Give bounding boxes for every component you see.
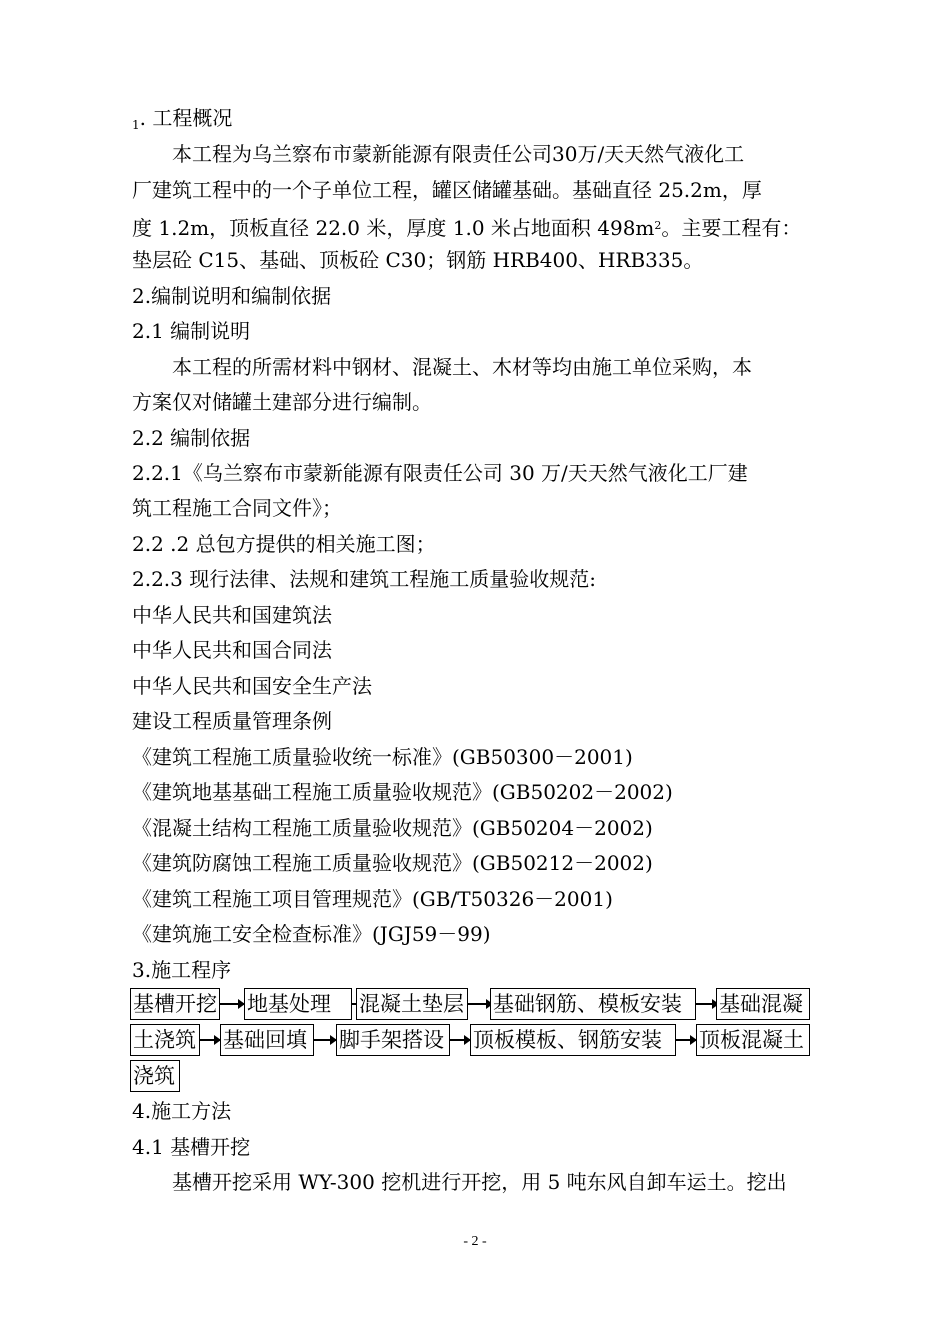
section-3-heading: 3.施工程序 [132,958,232,982]
flow-row-1 [130,988,810,1022]
flow-step: 基槽开挖 [130,988,220,1020]
standard-item: 《混凝土结构工程施工质量验收规范》(GB50204－2002) [132,816,653,840]
section-2-1-heading: 2.1 编制说明 [132,319,251,343]
flow-step: 浇筑 [130,1060,180,1092]
arrow-icon [450,1039,470,1041]
section-2-1-para-line-2: 方案仅对储罐土建部分进行编制。 [132,390,432,414]
section-4-1-para-line-1: 基槽开挖采用 WY-300 挖机进行开挖，用 5 吨东风自卸车运土。挖出 [172,1170,787,1194]
section-2-1-para-line-1: 本工程的所需材料中钢材、混凝土、木材等均由施工单位采购，本 [172,355,752,379]
standard-item: 《建筑工程施工质量验收统一标准》(GB50300－2001) [132,745,633,769]
arrow-icon [696,1003,718,1005]
flow-step: 顶板混凝土 [696,1024,810,1056]
arrow-icon [220,1003,244,1005]
section-2-heading: 2.编制说明和编制依据 [132,284,332,308]
arrow-icon [200,1039,220,1041]
page-number: - 2 - [463,1234,487,1249]
law-item: 中华人民共和国安全生产法 [132,674,372,698]
flow-step: 基础钢筋、模板安装 [490,988,696,1020]
section-1-para-line-1: 本工程为乌兰察布市蒙新能源有限责任公司30万/天天然气液化工 [172,142,745,166]
law-item: 中华人民共和国建筑法 [132,603,332,627]
flow-step: 基础混凝 [716,988,810,1020]
basis-item: 2.2.1《乌兰察布市蒙新能源有限责任公司 30 万/天天然气液化工厂建 [132,461,748,485]
flow-step: 地基处理 [244,988,352,1020]
flow-step: 顶板模板、钢筋安装 [470,1024,676,1056]
section-1-heading: $_1$. 工程概况 [132,106,233,132]
basis-item: 2.2.3 现行法律、法规和建筑工程施工质量验收规范: [132,567,596,591]
standard-item: 《建筑防腐蚀工程施工质量验收规范》(GB50212－2002) [132,851,653,875]
law-item: 中华人民共和国合同法 [132,638,332,662]
section-1-para-line-3: 度 1.2m，顶板直径 22.0 米，厚度 1.0 米占地面积 $498m^2$。主要工程有： [132,216,802,240]
standard-item: 《建筑施工安全检查标准》(JGJ59－99) [132,922,491,946]
flow-step: 基础回填 [220,1024,314,1056]
flow-step: 混凝土垫层 [356,988,468,1020]
flow-row-2 [130,1024,810,1058]
flow-step: 脚手架搭设 [336,1024,450,1056]
basis-item: 筑工程施工合同文件》； [132,496,342,520]
section-4-1-heading: 4.1 基槽开挖 [132,1135,251,1159]
section-1-para-line-4: 垫层砼 C15、基础、顶板砼 C30；钢筋 HRB400、HRB335。 [132,248,704,272]
section-4-heading: 4.施工方法 [132,1099,232,1123]
standard-item: 《建筑地基基础工程施工质量验收规范》(GB50202－2002) [132,780,673,804]
basis-item: 2.2 .2 总包方提供的相关施工图； [132,532,436,556]
standard-item: 《建筑工程施工项目管理规范》(GB/T50326－2001) [132,887,613,911]
arrow-icon [314,1039,336,1041]
arrow-icon [676,1039,696,1041]
flow-row-3 [130,1060,190,1094]
flow-step: 土浇筑 [130,1024,200,1056]
section-2-2-heading: 2.2 编制依据 [132,426,251,450]
arrow-icon [468,1003,492,1005]
section-1-para-line-2: 厂建筑工程中的一个子单位工程，罐区储罐基础。基础直径 25.2m，厚 [132,178,762,202]
law-item: 建设工程质量管理条例 [132,709,332,733]
